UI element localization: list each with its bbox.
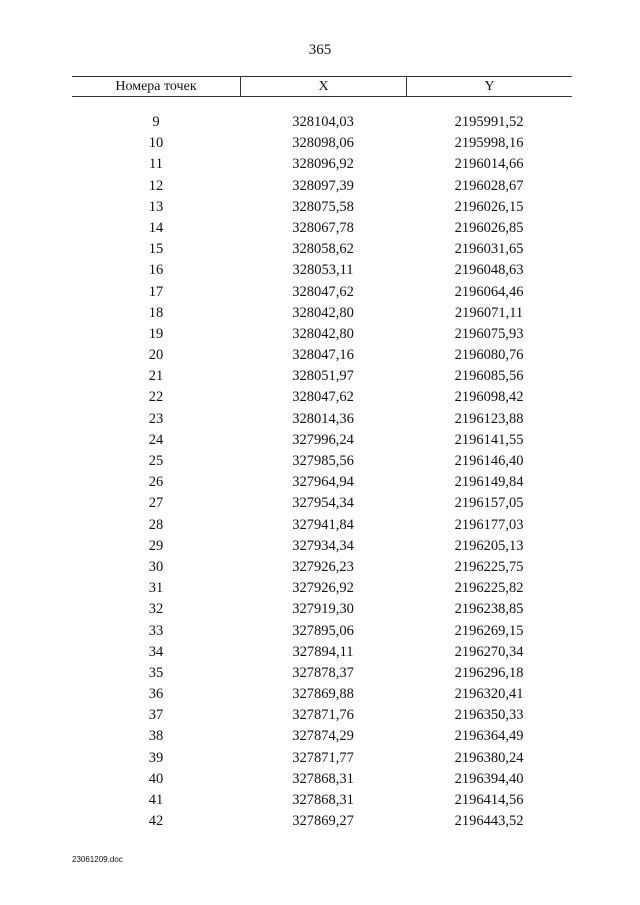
- table-row: [72, 705, 572, 726]
- point-number: 30: [148, 558, 164, 575]
- table-row: [72, 282, 572, 303]
- table-row: [72, 409, 572, 430]
- y-coordinate: 2196157,05: [454, 495, 524, 512]
- point-number: 39: [148, 749, 164, 766]
- x-coordinate: 328047,16: [292, 347, 354, 364]
- y-coordinate: 2196123,88: [454, 410, 524, 427]
- x-coordinate: 327934,34: [292, 537, 354, 554]
- point-number: 13: [148, 198, 164, 215]
- x-coordinate: 328075,58: [292, 198, 354, 215]
- y-coordinate: 2196443,52: [454, 813, 524, 830]
- table-row: [72, 557, 572, 578]
- table-row: [72, 430, 572, 451]
- y-coordinate: 2196028,67: [454, 177, 524, 194]
- table-row: [72, 599, 572, 620]
- y-coordinate: 2196296,18: [454, 664, 524, 681]
- x-coordinate: 328042,80: [292, 325, 354, 342]
- column-header-y: Y: [406, 77, 572, 96]
- column-header-points: Номера точек: [115, 78, 197, 94]
- x-coordinate: 327874,29: [292, 728, 354, 745]
- y-coordinate: 2196238,85: [454, 601, 524, 618]
- point-number: 31: [148, 580, 164, 597]
- y-coordinate: 2196320,41: [454, 686, 524, 703]
- table-row: [72, 493, 572, 514]
- x-coordinate: 328042,80: [292, 304, 354, 321]
- table-row: [72, 663, 572, 684]
- x-coordinate: 327869,88: [292, 686, 354, 703]
- y-coordinate: 2196098,42: [454, 389, 524, 406]
- x-coordinate: 327868,31: [292, 792, 354, 808]
- y-coordinate: 2196014,66: [454, 156, 524, 173]
- y-coordinate: 2195991,52: [454, 114, 524, 130]
- point-number: 40: [148, 770, 164, 787]
- table-row: [72, 387, 572, 408]
- table-row: [72, 154, 572, 175]
- table-row: [72, 303, 572, 324]
- table-row: [72, 811, 572, 832]
- point-number: 41: [148, 792, 164, 808]
- x-coordinate: 327996,24: [292, 431, 354, 448]
- point-number: 24: [148, 431, 164, 448]
- column-header-x: X: [240, 77, 406, 96]
- point-number: 18: [148, 304, 164, 321]
- point-number: 17: [148, 283, 164, 300]
- point-number: 33: [148, 622, 164, 639]
- x-coordinate: 327926,92: [292, 580, 354, 597]
- x-coordinate: 327919,30: [292, 601, 354, 618]
- x-coordinate: 327871,76: [292, 707, 354, 724]
- point-number: 22: [148, 389, 164, 406]
- point-number: 16: [148, 262, 164, 279]
- y-coordinate: 2196026,85: [454, 219, 524, 236]
- y-coordinate: 2196031,65: [454, 241, 524, 258]
- table-row: [72, 472, 572, 493]
- y-coordinate: 2195998,16: [454, 135, 524, 152]
- point-number: 11: [149, 156, 163, 173]
- point-number: 26: [148, 474, 164, 491]
- y-coordinate: 2196225,82: [454, 580, 524, 597]
- x-coordinate: 328053,11: [292, 262, 354, 279]
- table-row: [72, 176, 572, 197]
- x-coordinate: 327964,94: [292, 474, 354, 491]
- y-coordinate: 2196414,56: [454, 792, 524, 808]
- y-coordinate: 2196149,84: [454, 474, 524, 491]
- table-row: [72, 536, 572, 557]
- point-number: 9: [152, 114, 160, 130]
- point-number: 12: [148, 177, 164, 194]
- point-number: 15: [148, 241, 164, 258]
- x-coordinate: 328097,39: [292, 177, 354, 194]
- x-coordinate: 327878,37: [292, 664, 354, 681]
- x-coordinate: 327954,34: [292, 495, 354, 512]
- y-coordinate: 2196071,11: [454, 304, 524, 321]
- point-number: 32: [148, 601, 164, 618]
- table-row: [72, 451, 572, 472]
- point-number: 38: [148, 728, 164, 745]
- x-coordinate: 327895,06: [292, 622, 354, 639]
- table-row: [72, 133, 572, 154]
- point-number: 23: [148, 410, 164, 427]
- point-number: 20: [148, 347, 164, 364]
- y-coordinate: 2196270,34: [454, 643, 524, 660]
- coordinates-table-body: [72, 112, 572, 832]
- y-coordinate: 2196269,15: [454, 622, 524, 639]
- x-coordinate: 328047,62: [292, 389, 354, 406]
- x-coordinate: 327926,23: [292, 558, 354, 575]
- table-row: [72, 197, 572, 218]
- table-row: [72, 684, 572, 705]
- table-row: [72, 218, 572, 239]
- y-coordinate: 2196080,76: [454, 347, 524, 364]
- table-header: [72, 76, 572, 97]
- x-coordinate: 327985,56: [292, 453, 354, 469]
- table-row: [72, 239, 572, 260]
- point-number: 29: [148, 537, 164, 554]
- table-row: [72, 515, 572, 536]
- x-coordinate: 328014,36: [292, 410, 354, 427]
- table-row: [72, 324, 572, 345]
- y-coordinate: 2196075,93: [454, 325, 524, 342]
- point-number: 42: [148, 813, 164, 830]
- table-row: [72, 790, 572, 811]
- y-coordinate: 2196205,13: [454, 537, 524, 554]
- y-coordinate: 2196146,40: [454, 453, 524, 469]
- y-coordinate: 2196364,49: [454, 728, 524, 745]
- point-number: 28: [148, 516, 164, 533]
- table-row: [72, 260, 572, 281]
- point-number: 25: [148, 453, 164, 469]
- x-coordinate: 327868,31: [292, 770, 354, 787]
- point-number: 10: [148, 135, 164, 152]
- y-coordinate: 2196350,33: [454, 707, 524, 724]
- y-coordinate: 2196085,56: [454, 368, 524, 385]
- table-row: [72, 621, 572, 642]
- y-coordinate: 2196225,75: [454, 558, 524, 575]
- point-number: 35: [148, 664, 164, 681]
- y-coordinate: 2196064,46: [454, 283, 524, 300]
- page-number: 365: [308, 42, 332, 58]
- point-number: 37: [148, 707, 164, 724]
- x-coordinate: 328058,62: [292, 241, 354, 258]
- y-coordinate: 2196141,55: [454, 431, 524, 448]
- x-coordinate: 328047,62: [292, 283, 354, 300]
- y-coordinate: 2196048,63: [454, 262, 524, 279]
- y-coordinate: 2196380,24: [454, 749, 524, 766]
- x-coordinate: 327941,84: [292, 516, 354, 533]
- x-coordinate: 328104,03: [292, 114, 354, 130]
- y-coordinate: 2196026,15: [454, 198, 524, 215]
- table-row: [72, 726, 572, 747]
- table-row: [72, 366, 572, 387]
- point-number: 21: [148, 368, 164, 385]
- point-number: 27: [148, 495, 164, 512]
- table-row: [72, 642, 572, 663]
- table-row: [72, 112, 572, 133]
- x-coordinate: 328051,97: [292, 368, 354, 385]
- point-number: 19: [148, 325, 164, 342]
- x-coordinate: 328096,92: [292, 156, 354, 173]
- point-number: 36: [148, 686, 164, 703]
- x-coordinate: 327869,27: [292, 813, 354, 830]
- table-row: [72, 769, 572, 790]
- document-id: 23061209.doc: [72, 855, 123, 864]
- table-row: [72, 345, 572, 366]
- x-coordinate: 327894,11: [292, 643, 354, 660]
- x-coordinate: 328098,06: [292, 135, 354, 152]
- table-row: [72, 748, 572, 769]
- point-number: 14: [148, 219, 164, 236]
- y-coordinate: 2196177,03: [454, 516, 524, 533]
- point-number: 34: [148, 643, 164, 660]
- x-coordinate: 328067,78: [292, 219, 354, 236]
- y-coordinate: 2196394,40: [454, 770, 524, 787]
- x-coordinate: 327871,77: [292, 749, 354, 766]
- table-row: [72, 578, 572, 599]
